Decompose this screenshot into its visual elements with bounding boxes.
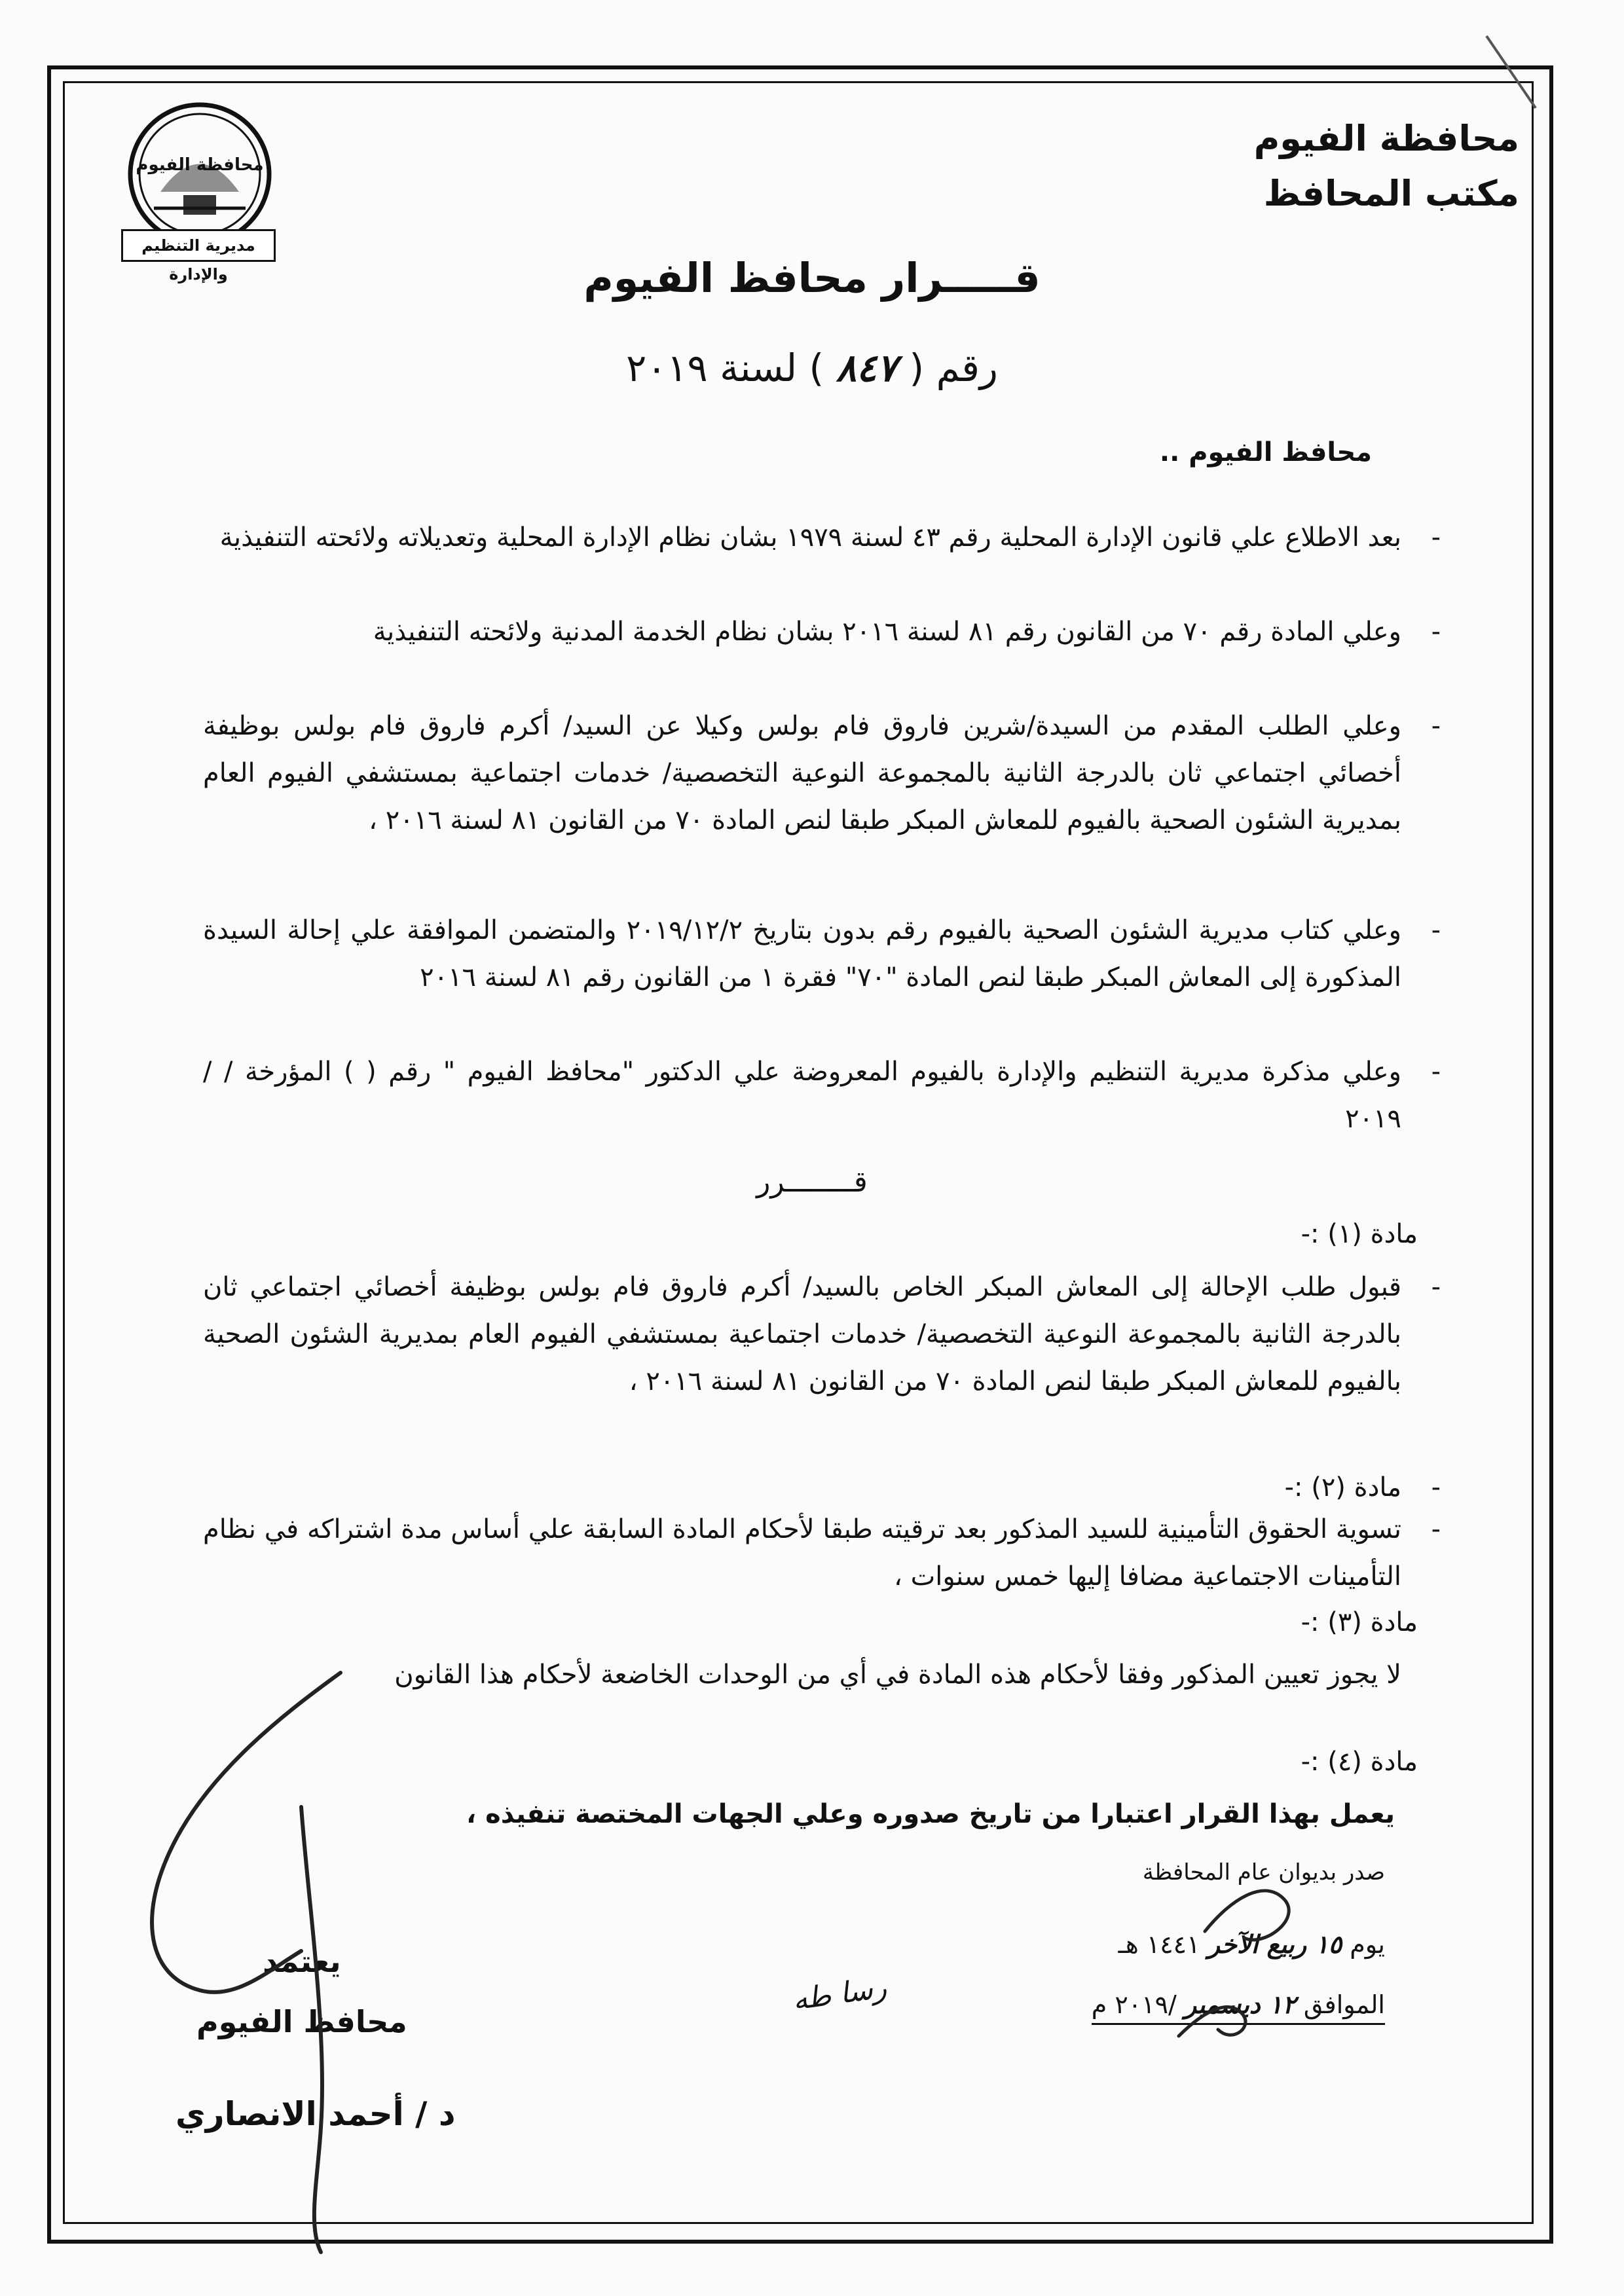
preamble [203,514,1441,1142]
article-1-label: مادة (١) :- [1301,1219,1418,1249]
decision-heading: قــــــــرر [756,1165,868,1199]
gregorian-suffix: /٢٠١٩ م [1091,1990,1177,2019]
preamble-item: - بعد الاطلاع علي قانون الإدارة المحلية رقم ٤٣ لسنة ١٩٧٩ بشان نظام الإدارة المحلية وتعديلاته ولائحته التنفيذية [203,514,1441,608]
article-2-text: تسوية الحقوق التأمينية للسيد المذكور بعد ترقيته طبقا لأحكام المادة السابقة علي أساس مدة اشتراكه في نظام التأمينات الاجتماعية مضافا إليها خمس سنوات ، [203,1514,1401,1592]
document-title: قـــــرار محافظ الفيوم [583,254,1041,302]
article-1-item: - قبول طلب الإحالة إلى المعاش المبكر الخاص بالسيد/ أكرم فاروق فام بولس بوظيفة أخصائي اجتماعي ثان بالدرجة الثانية بالمجموعة النوعية التخصصية/ خدمات اجتماعية بمستشفي الفيوم العام بمديرية الشئون الصحية بالفيوم للمعاش المبكر طبقا لنص المادة ٧٠ من القانون ٨١ لسنة ٢٠١٦ ، [203,1264,1441,1405]
gregorian-date [1092,1990,1385,2025]
article-2-label: مادة (٢) :- [1284,1472,1401,1503]
preamble-text-1: بعد الاطلاع علي قانون الإدارة المحلية رقم ٤٣ لسنة ١٩٧٩ بشان نظام الإدارة المحلية وتعديلاته ولائحته التنفيذية [219,522,1401,553]
article-4-text: يعمل بهذا القرار اعتبارا من تاريخ صدوره وعلي الجهات المختصة تنفيذه ، [466,1799,1395,1829]
preamble-text-2: وعلي المادة رقم ٧٠ من القانون رقم ٨١ لسنة ٢٠١٦ بشان نظام الخدمة المدنية ولائحته التنفيذية [373,617,1401,647]
intro-heading: محافظ الفيوم .. [1159,437,1372,467]
article-1 [203,1264,1441,1405]
letterhead-office: مكتب المحافظ [1263,173,1519,214]
article-4-item [203,1791,1441,1838]
preamble-text-5: وعلي مذكرة مديرية التنظيم والإدارة بالفيوم المعروضة علي الدكتور "محافظ الفيوم " رقم ( ) المؤرخة / / ٢٠١٩ [203,1057,1401,1134]
article-3-text: لا يجوز تعيين المذكور وفقا لأحكام هذه المادة في أي من الوحدات الخاضعة لأحكام هذا القانون [394,1660,1401,1690]
letterhead [1254,111,1519,221]
handwritten-initials: رسا طه [790,1971,889,2017]
preamble-text-4: وعلي كتاب مديرية الشئون الصحية بالفيوم رقم بدون بتاريخ ٢٠١٩/١٢/٢ والمتضمن الموافقة علي إحالة السيدة المذكورة إلى المعاش المبكر طبقا لنص المادة "٧٠" فقرة ١ من القانون رقم ٨١ لسنة ٢٠١٦ [203,915,1401,993]
article-3-label: مادة (٣) :- [1301,1607,1418,1637]
seal-label: مديرية التنظيم والإدارة [121,229,276,262]
article-3 [203,1651,1441,1698]
approval-line: يعتمد [263,1944,341,1979]
signer-name: د / أحمد الانصاري [175,2095,456,2133]
preamble-item: - وعلي المادة رقم ٧٠ من القانون رقم ٨١ لسنة ٢٠١٦ بشان نظام الخدمة المدنية ولائحته التنفيذية [203,608,1441,702]
article-4-label: مادة (٤) :- [1301,1747,1418,1777]
gregorian-handwritten: ١٢ ديسمبر [1184,1990,1296,2019]
hijri-suffix: ١٤٤١ هـ [1118,1930,1200,1959]
article-2-item: - تسوية الحقوق التأمينية للسيد المذكور بعد ترقيته طبقا لأحكام المادة السابقة علي أساس مدة اشتراكه في نظام التأمينات الاجتماعية مضافا إليها خمس سنوات ، [203,1506,1441,1600]
seal-center-text: محافظة الفيوم [136,155,264,175]
article-2 [203,1464,1441,1600]
gregorian-prefix: الموافق [1303,1990,1385,2019]
decree-number-handwritten: ٨٤٧ [836,346,898,390]
hijri-prefix: يوم [1350,1930,1385,1959]
decree-number-line [0,346,1624,390]
article-2-heading: - مادة (٢) :- [203,1464,1441,1506]
article-4 [203,1791,1441,1838]
inner-border [63,81,1534,2224]
preamble-item: - وعلي مذكرة مديرية التنظيم والإدارة بالفيوم المعروضة علي الدكتور "محافظ الفيوم " رقم ( ) المؤرخة / / ٢٠١٩ [203,1048,1441,1142]
decree-number-suffix: ) لسنة ٢٠١٩ [626,346,824,390]
article-1-text: قبول طلب الإحالة إلى المعاش المبكر الخاص بالسيد/ أكرم فاروق فام بولس بوظيفة أخصائي اجتماعي ثان بالدرجة الثانية بالمجموعة النوعية التخصصية/ خدمات اجتماعية بمستشفي الفيوم العام بمديرية الشئون الصحية بالفيوم للمعاش المبكر طبقا لنص المادة ٧٠ من القانون ٨١ لسنة ٢٠١٦ ، [203,1272,1401,1396]
article-3-item [203,1651,1441,1698]
preamble-item: - وعلي كتاب مديرية الشئون الصحية بالفيوم رقم بدون بتاريخ ٢٠١٩/١٢/٢ والمتضمن الموافقة علي إحالة السيدة المذكورة إلى المعاش المبكر طبقا لنص المادة "٧٠" فقرة ١ من القانون رقم ٨١ لسنة ٢٠١٦ [203,907,1441,1048]
issued-place: صدر بديوان عام المحافظة [1142,1859,1385,1886]
letterhead-governorate: محافظة الفيوم [1253,118,1519,159]
hijri-handwritten: ١٥ ربيع الآخر [1208,1930,1342,1959]
hijri-date [1118,1930,1385,1959]
preamble-text-3: وعلي الطلب المقدم من السيدة/شرين فاروق فام بولس وكيلا عن السيد/ أكرم فاروق فام بولس بوظيفة أخصائي اجتماعي ثان بالدرجة الثانية بالمجموعة النوعية التخصصية/ خدمات اجتماعية بمستشفي الفيوم العام بمديرية الشئون الصحية بالفيوم للمعاش المبكر طبقا لنص المادة ٧٠ من القانون ٨١ لسنة ٢٠١٦ ، [203,711,1401,835]
approval-block [196,1931,407,2052]
approval-title: محافظ الفيوم [196,2004,407,2039]
decree-number-prefix: رقم ( [909,346,998,390]
preamble-item: - وعلي الطلب المقدم من السيدة/شرين فاروق فام بولس وكيلا عن السيد/ أكرم فاروق فام بولس بوظيفة أخصائي اجتماعي ثان بالدرجة الثانية بالمجموعة النوعية التخصصية/ خدمات اجتماعية بمستشفي الفيوم العام بمديرية الشئون الصحية بالفيوم للمعاش المبكر طبقا لنص المادة ٧٠ من القانون ٨١ لسنة ٢٠١٦ ، [203,702,1441,907]
